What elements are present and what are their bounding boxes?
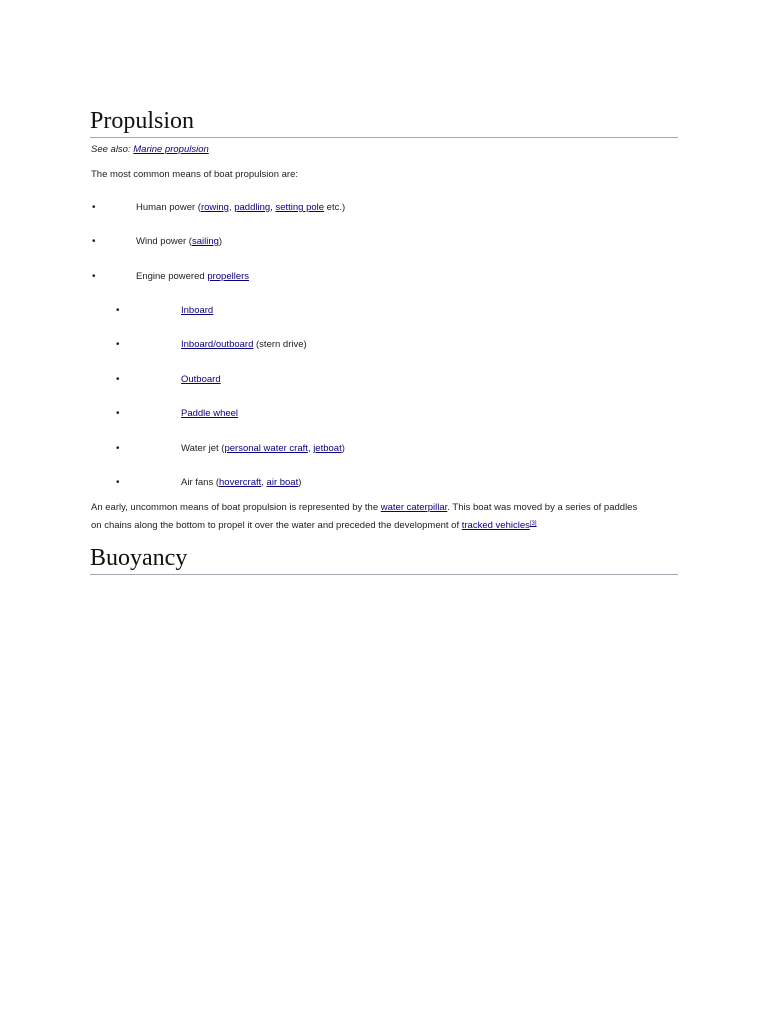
link-rowing[interactable]: rowing	[200, 202, 229, 213]
text-prefix: Air fans (	[181, 477, 220, 488]
paragraph-line-2	[91, 518, 537, 532]
link-jetboat[interactable]: jetboat	[313, 443, 342, 454]
text-suffix: etc.)	[324, 202, 346, 213]
list-item-text	[181, 305, 213, 317]
list-item-text	[136, 236, 222, 248]
link-inboard[interactable]: Inboard	[181, 305, 214, 316]
section-heading-buoyancy: Buoyancy	[90, 544, 678, 575]
bullet: •	[116, 477, 120, 488]
bullet: •	[92, 236, 96, 247]
see-also-note	[91, 144, 209, 156]
link-outboard[interactable]: Outboard	[181, 374, 221, 385]
bullet: •	[116, 339, 120, 350]
text-suffix: )	[218, 236, 223, 247]
intro-text: The most common means of boat propulsion are:	[91, 169, 298, 180]
bullet: •	[116, 305, 120, 316]
text-prefix: Wind power (	[136, 236, 192, 247]
link-water-caterpillar[interactable]: water caterpillar	[380, 502, 448, 513]
link-hovercraft[interactable]: hovercraft	[219, 477, 262, 488]
bullet: •	[116, 408, 120, 419]
bullet: •	[92, 271, 96, 282]
citation-link[interactable]: [3]	[529, 521, 537, 527]
list-item-text	[181, 477, 301, 489]
separator: ,	[270, 202, 276, 213]
text-prefix: on chains along the bottom to propel it over the water and preceded the development of	[91, 520, 462, 531]
text-prefix: An early, uncommon means of boat propulsion is represented by the	[91, 502, 381, 513]
text-suffix: )	[298, 477, 302, 488]
separator: ,	[261, 477, 267, 488]
list-item-text	[136, 202, 345, 214]
text-suffix: )	[341, 443, 345, 454]
bullet: •	[116, 374, 120, 385]
section-heading-propulsion: Propulsion	[90, 107, 678, 138]
text-prefix: Water jet (	[181, 443, 225, 454]
bullet: •	[92, 202, 96, 213]
list-item-text	[181, 408, 238, 420]
list-item-text	[181, 443, 345, 455]
link-inboard-outboard[interactable]: Inboard/outboard	[181, 339, 254, 350]
link-sailing[interactable]: sailing	[191, 236, 219, 247]
text-prefix: Engine powered	[136, 271, 208, 282]
link-paddling[interactable]: paddling	[234, 202, 271, 213]
see-also-prefix: See also:	[91, 144, 134, 155]
link-propellers[interactable]: propellers	[207, 271, 250, 282]
link-personal-water-craft[interactable]: personal water craft	[224, 443, 308, 454]
bullet: •	[116, 443, 120, 454]
text-suffix: . This boat was moved by a series of paddles	[447, 502, 638, 513]
link-paddle-wheel[interactable]: Paddle wheel	[181, 408, 239, 419]
list-item-text	[181, 374, 221, 386]
list-item-text	[136, 271, 249, 283]
text-suffix: (stern drive)	[253, 339, 307, 350]
link-tracked-vehicles[interactable]: tracked vehicles	[461, 520, 530, 531]
link-air-boat[interactable]: air boat	[266, 477, 299, 488]
text-prefix: Human power (	[136, 202, 201, 213]
separator: ,	[228, 202, 235, 213]
link-setting-pole[interactable]: setting pole	[275, 202, 325, 213]
see-also-link-marine-propulsion[interactable]: Marine propulsion	[133, 144, 209, 155]
separator: ,	[307, 443, 314, 454]
list-item-text	[181, 339, 307, 351]
paragraph-line-1	[91, 502, 637, 514]
